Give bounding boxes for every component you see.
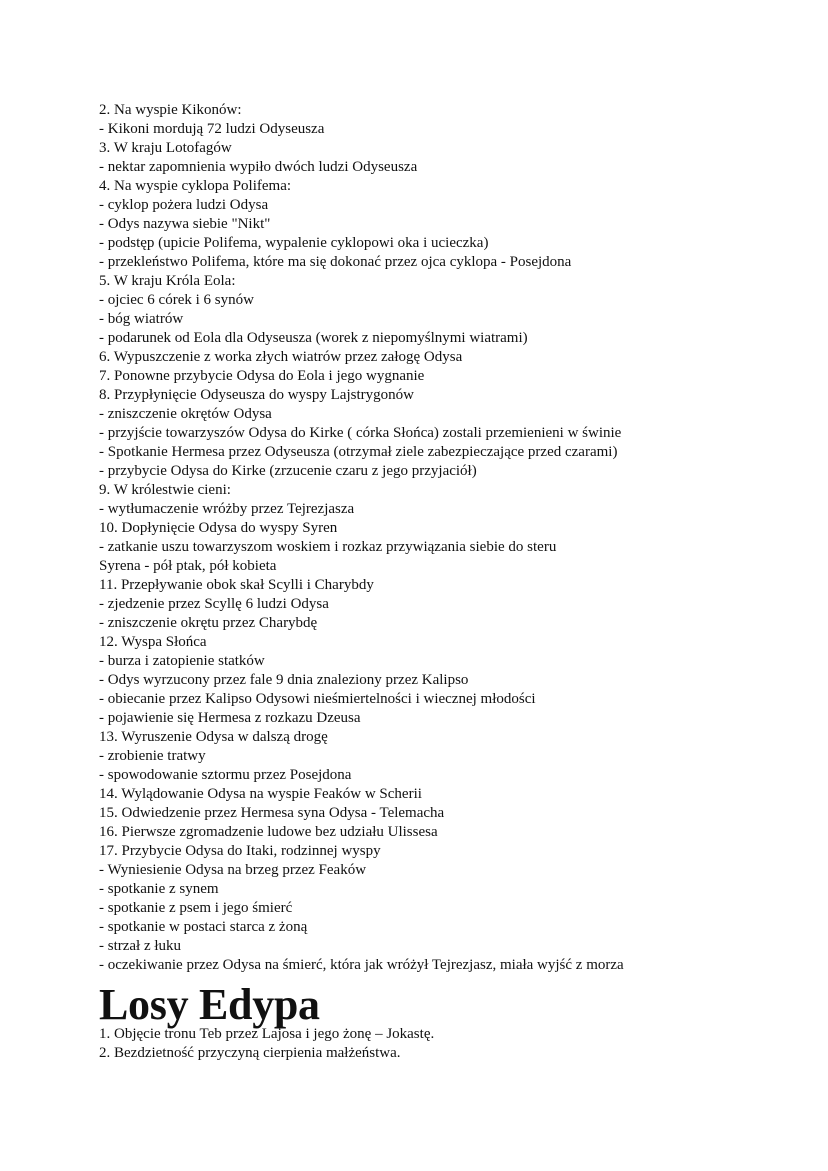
plan-line: 1. Objęcie tronu Teb przez Lajosa i jego żonę – Jokastę.	[99, 1026, 435, 1042]
document-page	[99, 101, 624, 1063]
plan-line: - Spotkanie Hermesa przez Odyseusza (otrzymał ziele zabezpieczające przed czarami)	[99, 444, 618, 460]
odyssey-plan-list	[99, 101, 624, 975]
plan-line: 6. Wypuszczenie z worka złych wiatrów przez załogę Odysa	[99, 349, 463, 365]
plan-line: - zatkanie uszu towarzyszom woskiem i rozkaz przywiązania siebie do steru	[99, 539, 557, 555]
plan-line: - pojawienie się Hermesa z rozkazu Dzeusa	[99, 710, 361, 726]
plan-line: 11. Przepływanie obok skał Scylli i Charybdy	[99, 577, 374, 593]
plan-line: - Kikoni mordują 72 ludzi Odyseusza	[99, 121, 325, 137]
plan-line: - Odys nazywa siebie "Nikt"	[99, 216, 271, 232]
plan-line: - obiecanie przez Kalipso Odysowi nieśmiertelności i wiecznej młodości	[99, 691, 536, 707]
plan-line: 10. Dopłynięcie Odysa do wyspy Syren	[99, 520, 338, 536]
plan-line: - podstęp (upicie Polifema, wypalenie cyklopowi oka i ucieczka)	[99, 235, 489, 251]
plan-line: - Odys wyrzucony przez fale 9 dnia znaleziony przez Kalipso	[99, 672, 469, 688]
plan-line: 14. Wylądowanie Odysa na wyspie Feaków w Scherii	[99, 786, 422, 802]
plan-line: 8. Przypłynięcie Odyseusza do wyspy Lajstrygonów	[99, 387, 414, 403]
plan-line: - nektar zapomnienia wypiło dwóch ludzi Odyseusza	[99, 159, 418, 175]
plan-line: - przekleństwo Polifema, które ma się dokonać przez ojca cyklopa - Posejdona	[99, 254, 572, 270]
plan-line: - spotkanie z synem	[99, 881, 219, 897]
plan-line: - spotkanie w postaci starca z żoną	[99, 919, 308, 935]
plan-line: 16. Pierwsze zgromadzenie ludowe bez udziału Ulissesa	[99, 824, 438, 840]
plan-line: 2. Na wyspie Kikonów:	[99, 102, 242, 118]
section-heading-losy-edypa: Losy Edypa	[99, 980, 320, 1029]
plan-line: 4. Na wyspie cyklopa Polifema:	[99, 178, 292, 194]
plan-line: - zniszczenie okrętów Odysa	[99, 406, 272, 422]
plan-line: 5. W kraju Króla Eola:	[99, 273, 236, 289]
plan-line: - oczekiwanie przez Odysa na śmierć, która jak wróżył Tejrezjasz, miała wyjść z morza	[99, 957, 624, 973]
plan-line: - zniszczenie okrętu przez Charybdę	[99, 615, 318, 631]
plan-line: - strzał z łuku	[99, 938, 182, 954]
plan-line: 7. Ponowne przybycie Odysa do Eola i jego wygnanie	[99, 368, 425, 384]
plan-line: - spowodowanie sztormu przez Posejdona	[99, 767, 352, 783]
plan-line: 2. Bezdzietność przyczyną cierpienia małżeństwa.	[99, 1045, 401, 1061]
plan-line: - przybycie Odysa do Kirke (zrzucenie czaru z jego przyjaciół)	[99, 463, 477, 479]
plan-line: 13. Wyruszenie Odysa w dalszą drogę	[99, 729, 328, 745]
oedipus-plan-list	[99, 1025, 624, 1063]
plan-line: - ojciec 6 córek i 6 synów	[99, 292, 254, 308]
plan-line: - zjedzenie przez Scyllę 6 ludzi Odysa	[99, 596, 329, 612]
plan-line: - podarunek od Eola dla Odyseusza (worek z niepomyślnymi wiatrami)	[99, 330, 528, 346]
plan-line: 3. W kraju Lotofagów	[99, 140, 232, 156]
plan-line: 9. W królestwie cieni:	[99, 482, 231, 498]
plan-line: 17. Przybycie Odysa do Itaki, rodzinnej wyspy	[99, 843, 381, 859]
plan-line: 12. Wyspa Słońca	[99, 634, 207, 650]
plan-line: - bóg wiatrów	[99, 311, 184, 327]
plan-line: - spotkanie z psem i jego śmierć	[99, 900, 293, 916]
plan-line: 15. Odwiedzenie przez Hermesa syna Odysa - Telemacha	[99, 805, 445, 821]
plan-line: Syrena - pół ptak, pół kobieta	[99, 558, 277, 574]
plan-line: - wytłumaczenie wróżby przez Tejrezjasza	[99, 501, 355, 517]
plan-line: - przyjście towarzyszów Odysa do Kirke ( córka Słońca) zostali przemienieni w świnie	[99, 425, 622, 441]
plan-line: - burza i zatopienie statków	[99, 653, 265, 669]
plan-line: - Wyniesienie Odysa na brzeg przez Feaków	[99, 862, 367, 878]
plan-line: - zrobienie tratwy	[99, 748, 206, 764]
plan-line: - cyklop pożera ludzi Odysa	[99, 197, 269, 213]
